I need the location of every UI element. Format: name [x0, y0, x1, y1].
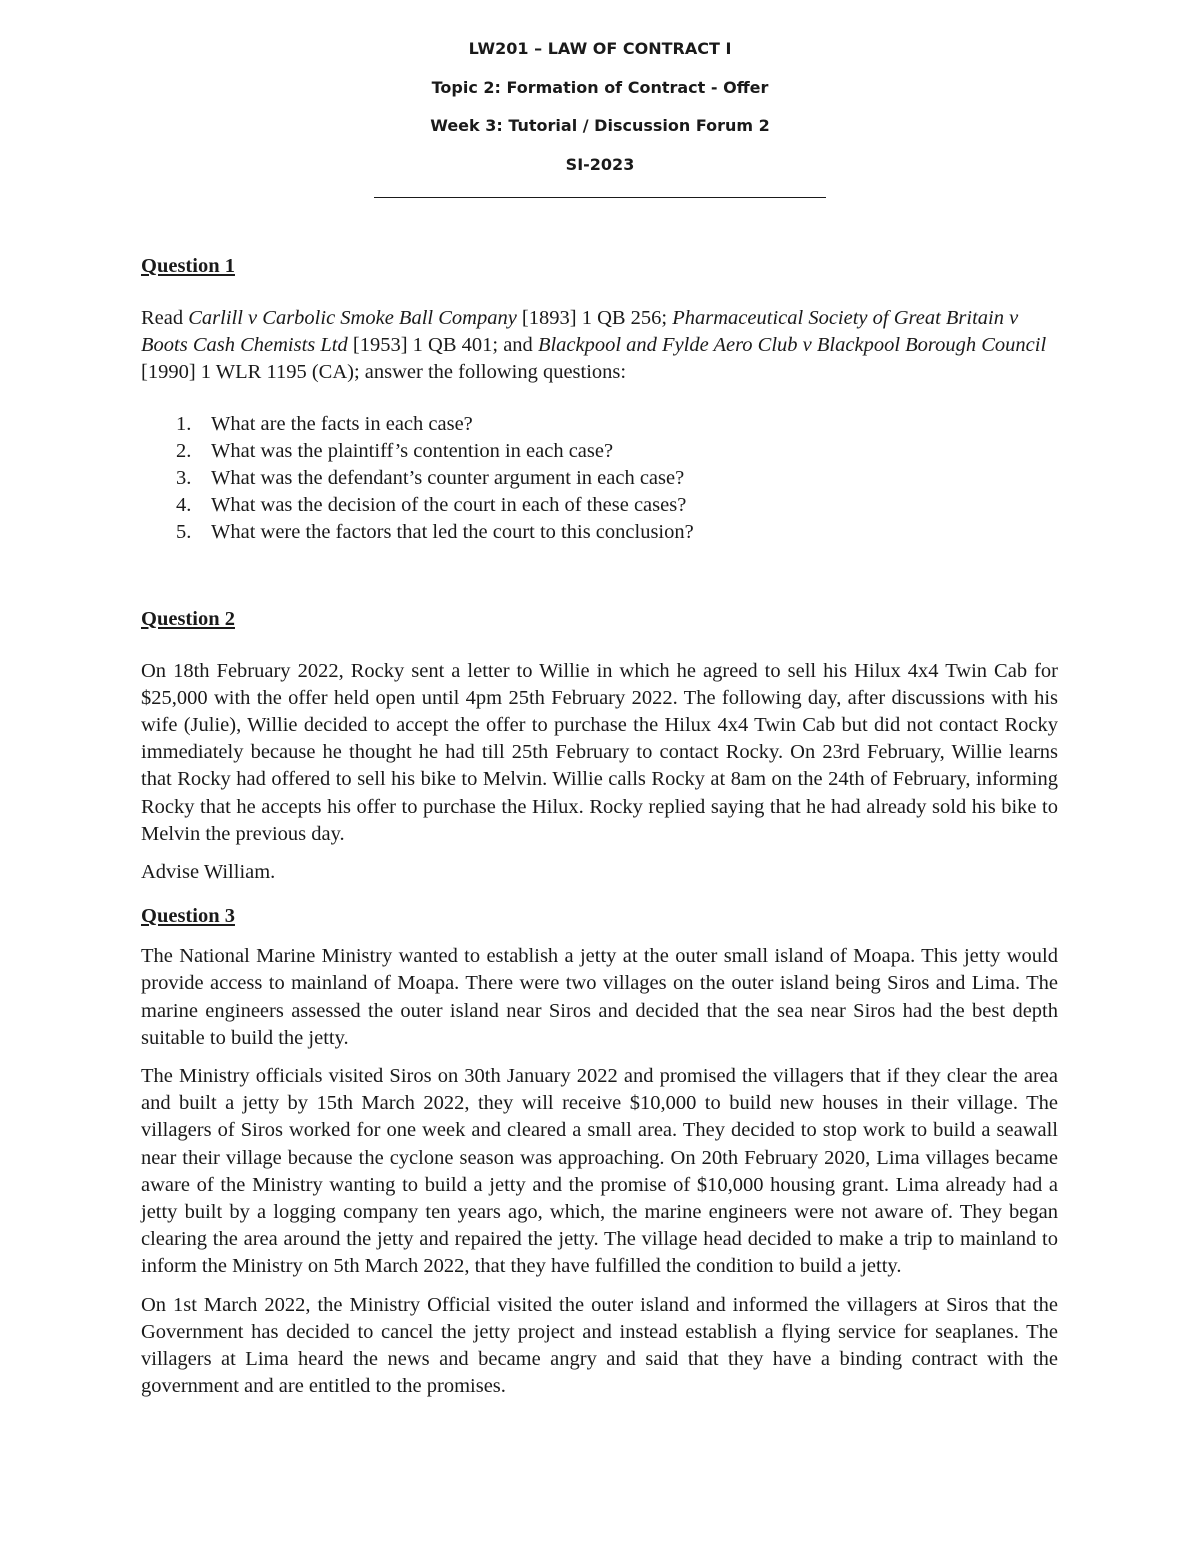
question-2-paragraph: On 18th February 2022, Rocky sent a letter to Willie in which he agreed to sell his Hilux 4x4 Twin Cab for $25,000 with the offer held open until 4pm 25th February 2022. The following day, after discussions with his wife (Julie), Willie decided to accept the offer to purchase the Hilux 4x4 Twin Cab but did not contact Rocky immediately because he thought he had till 25th February to contact Rocky. On 23rd February, Willie learns that Rocky had offered to sell his bike to Melvin. Willie calls Rocky at 8am on the 24th of February, informing Rocky that he accepts his offer to purchase the Hilux. Rocky replied saying that he had already sold his bike to Melvin the previous day. [141, 659, 1058, 845]
intro-text: Read [141, 307, 189, 329]
intro-text: [1893] 1 QB 256; [516, 307, 673, 329]
list-number: 4. [176, 494, 192, 517]
case-citation: Carlill v Carbolic Smoke Ball Company [188, 307, 517, 329]
week-title: Week 3: Tutorial / Discussion Forum 2 [430, 116, 770, 135]
header-divider [374, 197, 826, 198]
list-item [141, 465, 1058, 492]
list-item [141, 438, 1058, 465]
question-2-heading: Question 2 [141, 607, 235, 630]
list-number: 5. [176, 521, 192, 544]
question-3-paragraph-3: On 1st March 2022, the Ministry Official visited the outer island and informed the villagers at Siros that the Government has decided to cancel the jetty project and instead establish a flying service for seaplanes. The villagers at Lima heard the news and became angry and said that they have a binding contract with the government and are entitled to the promises. [141, 1293, 1058, 1398]
question-1-heading: Question 1 [141, 255, 235, 277]
semester-label: SI-2023 [565, 154, 635, 174]
list-text: What was the plaintiff’s contention in each case? [211, 439, 614, 462]
list-number: 3. [176, 466, 192, 489]
question-2-advise: Advise William. [141, 860, 276, 883]
list-text: What are the facts in each case? [211, 412, 473, 435]
list-text: What was the defendant’s counter argument in each case? [211, 466, 685, 489]
intro-text: [1990] 1 WLR 1195 (CA); answer the following questions: [141, 361, 627, 384]
case-citation: Blackpool and Fylde Aero Club v Blackpool Borough Council [537, 334, 1047, 357]
list-text: What was the decision of the court in each of these cases? [211, 494, 687, 517]
list-item [141, 519, 1058, 546]
list-item [141, 411, 1058, 438]
question-3-heading: Question 3 [141, 905, 235, 928]
list-text: What were the factors that led the court to this conclusion? [211, 521, 694, 544]
list-number: 2. [176, 439, 192, 462]
course-title: LW201 – LAW OF CONTRACT I [468, 39, 732, 58]
list-item [141, 492, 1058, 519]
question-1-intro [141, 305, 1058, 387]
document-header [0, 34, 1200, 188]
list-number: 1. [176, 412, 192, 435]
document-body [141, 250, 1058, 1400]
question-3-paragraph-1: The National Marine Ministry wanted to establish a jetty at the outer small island of Moapa. This jetty would provide access to mainland of Moapa. There were two villages on the outer island being Siros and Lima. The marine engineers assessed the outer island near Siros and decided that the sea near Siros had the best depth suitable to build the jetty. [141, 945, 1058, 1049]
intro-text: [1953] 1 QB 401; and [347, 334, 538, 357]
case-citation: Pharmaceutical Society of Great Britain v Boots Cash Chemists Ltd [141, 307, 1019, 357]
topic-title: Topic 2: Formation of Contract - Offer [431, 77, 769, 97]
question-3-paragraph-2: The Ministry officials visited Siros on 30th January 2022 and promised the villagers that if they clear the area and built a jetty by 15th March 2022, they will receive $10,000 to build new houses in their village. The villagers of Siros worked for one week and cleared a small area. They decided to stop work to build a seawall near their village because the cyclone season was approaching. On 20th February 2020, Lima villages became aware of the Ministry wanting to build a jetty and the promise of $10,000 housing grant. Lima already had a jetty built by a logging company ten years ago, which, the marine engineers were not aware of. They began clearing the area around the jetty and repaired the jetty. The village head decided to make a trip to mainland to inform the Ministry on 5th March 2022, that they have fulfilled the condition to build a jetty. [141, 1064, 1058, 1278]
question-1-list [141, 411, 1058, 547]
